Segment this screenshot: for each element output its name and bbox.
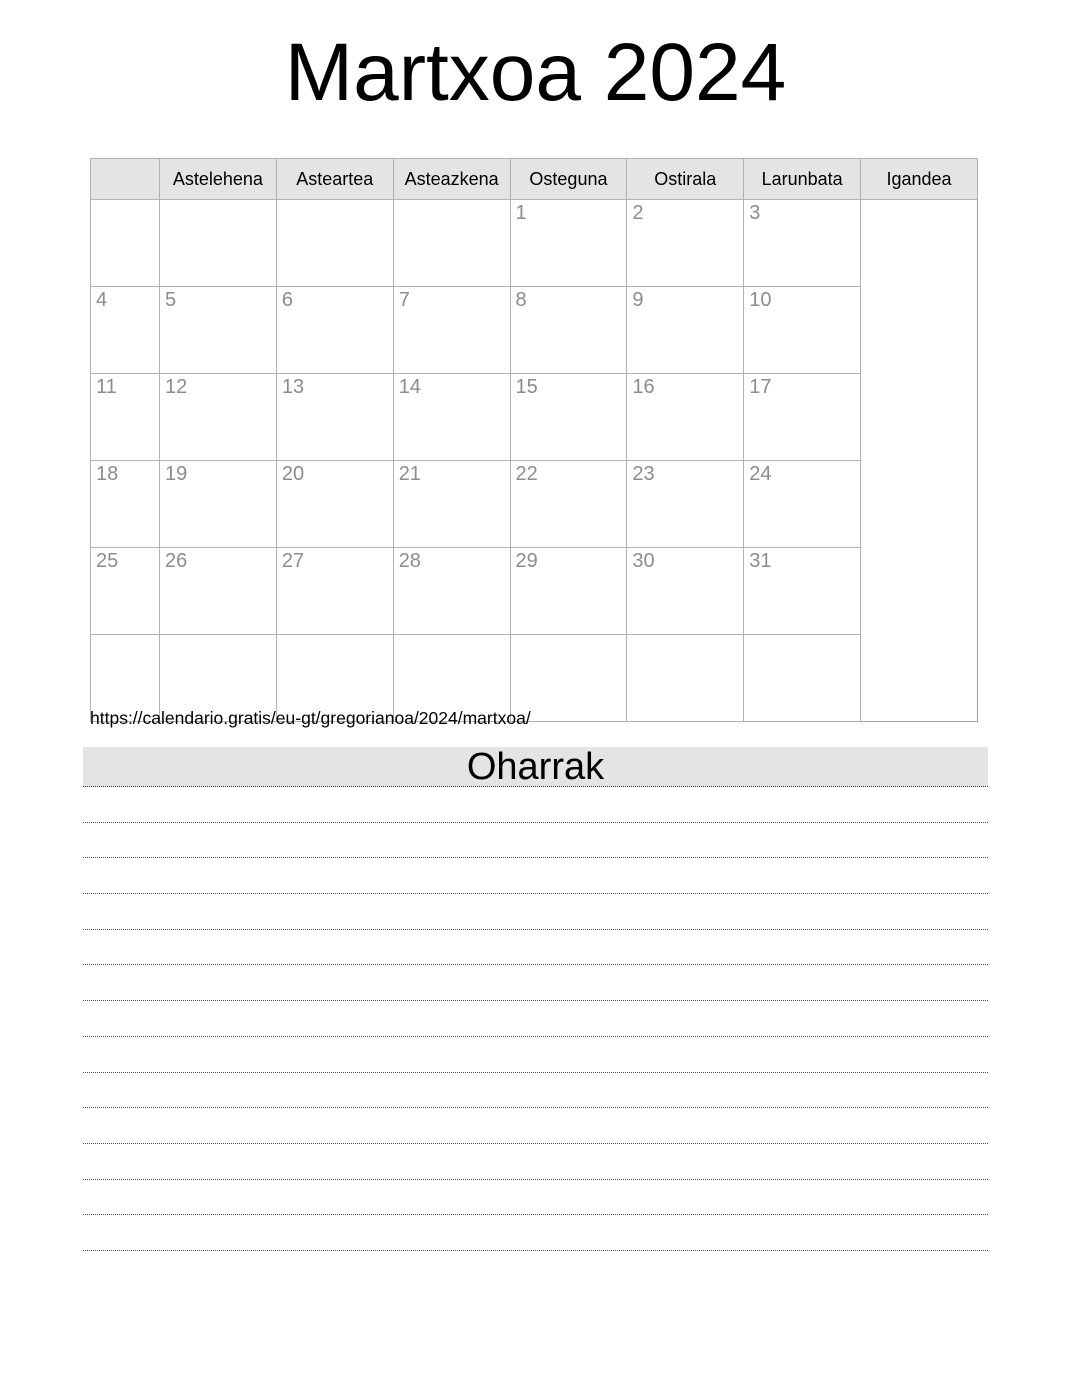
calendar-day-30: 30: [627, 548, 744, 635]
calendar-day-empty: [393, 200, 510, 287]
calendar-day-2: 2: [627, 200, 744, 287]
calendar-day-14: 14: [393, 374, 510, 461]
calendar-day-5: 5: [160, 287, 277, 374]
note-line: [83, 787, 988, 823]
calendar-day-1: 1: [510, 200, 627, 287]
calendar-day-empty: [276, 200, 393, 287]
calendar-week-row: [91, 461, 978, 548]
calendar-day-16: 16: [627, 374, 744, 461]
calendar-week-row: [91, 200, 978, 287]
calendar-week-row: [91, 287, 978, 374]
note-line: [83, 965, 988, 1001]
calendar-day-8: 8: [510, 287, 627, 374]
calendar-day-23: 23: [627, 461, 744, 548]
weekday-header-row: [91, 159, 978, 200]
note-line: [83, 1108, 988, 1144]
calendar-table: [90, 158, 978, 722]
calendar-day-6: 6: [276, 287, 393, 374]
calendar-day-9: 9: [627, 287, 744, 374]
calendar-day-25: 25: [91, 548, 160, 635]
calendar-day-31: 31: [744, 548, 861, 635]
calendar-day-27: 27: [276, 548, 393, 635]
weekday-header-2: Asteartea: [276, 159, 393, 200]
calendar-day-13: 13: [276, 374, 393, 461]
calendar-day-29: 29: [510, 548, 627, 635]
weekday-header-4: Osteguna: [510, 159, 627, 200]
calendar-day-26: 26: [160, 548, 277, 635]
weekday-header-7: Igandea: [861, 159, 978, 200]
calendar-day-22: 22: [510, 461, 627, 548]
notes-section: [83, 747, 988, 1251]
page-title: Martxoa 2024: [284, 27, 787, 118]
note-line: [83, 1215, 988, 1251]
note-line: [83, 930, 988, 966]
weekday-header-5: Ostirala: [627, 159, 744, 200]
notes-lines: [83, 787, 988, 1251]
calendar-body: [91, 200, 978, 722]
calendar-day-18: 18: [91, 461, 160, 548]
calendar-day-12: 12: [160, 374, 277, 461]
calendar-day-10: 10: [744, 287, 861, 374]
calendar-day-21: 21: [393, 461, 510, 548]
weekday-header-1: Astelehena: [160, 159, 277, 200]
calendar-day-24: 24: [744, 461, 861, 548]
note-line: [83, 1001, 988, 1037]
calendar-day-empty: [91, 200, 160, 287]
calendar-day-empty: [160, 200, 277, 287]
calendar-week-row: [91, 548, 978, 635]
calendar-day-17: 17: [744, 374, 861, 461]
note-line: [83, 1037, 988, 1073]
calendar-day-3: 3: [744, 200, 861, 287]
calendar-day-empty: [627, 635, 744, 722]
calendar-week-row: [91, 374, 978, 461]
notes-header: Oharrak: [83, 747, 988, 787]
source-url: https://calendario.gratis/eu-gt/gregorianoa/2024/martxoa/: [90, 708, 531, 728]
note-line: [83, 1180, 988, 1216]
calendar-side-column: [91, 159, 160, 200]
calendar-day-7: 7: [393, 287, 510, 374]
weekday-header-6: Larunbata: [744, 159, 861, 200]
calendar-day-4: 4: [91, 287, 160, 374]
calendar-day-28: 28: [393, 548, 510, 635]
weekday-header-3: Asteazkena: [393, 159, 510, 200]
note-line: [83, 1073, 988, 1109]
calendar-day-empty: [744, 635, 861, 722]
note-line: [83, 1144, 988, 1180]
note-line: [83, 823, 988, 859]
calendar-day-15: 15: [510, 374, 627, 461]
note-line: [83, 858, 988, 894]
calendar-day-11: 11: [91, 374, 160, 461]
note-line: [83, 894, 988, 930]
calendar-day-19: 19: [160, 461, 277, 548]
calendar-day-20: 20: [276, 461, 393, 548]
